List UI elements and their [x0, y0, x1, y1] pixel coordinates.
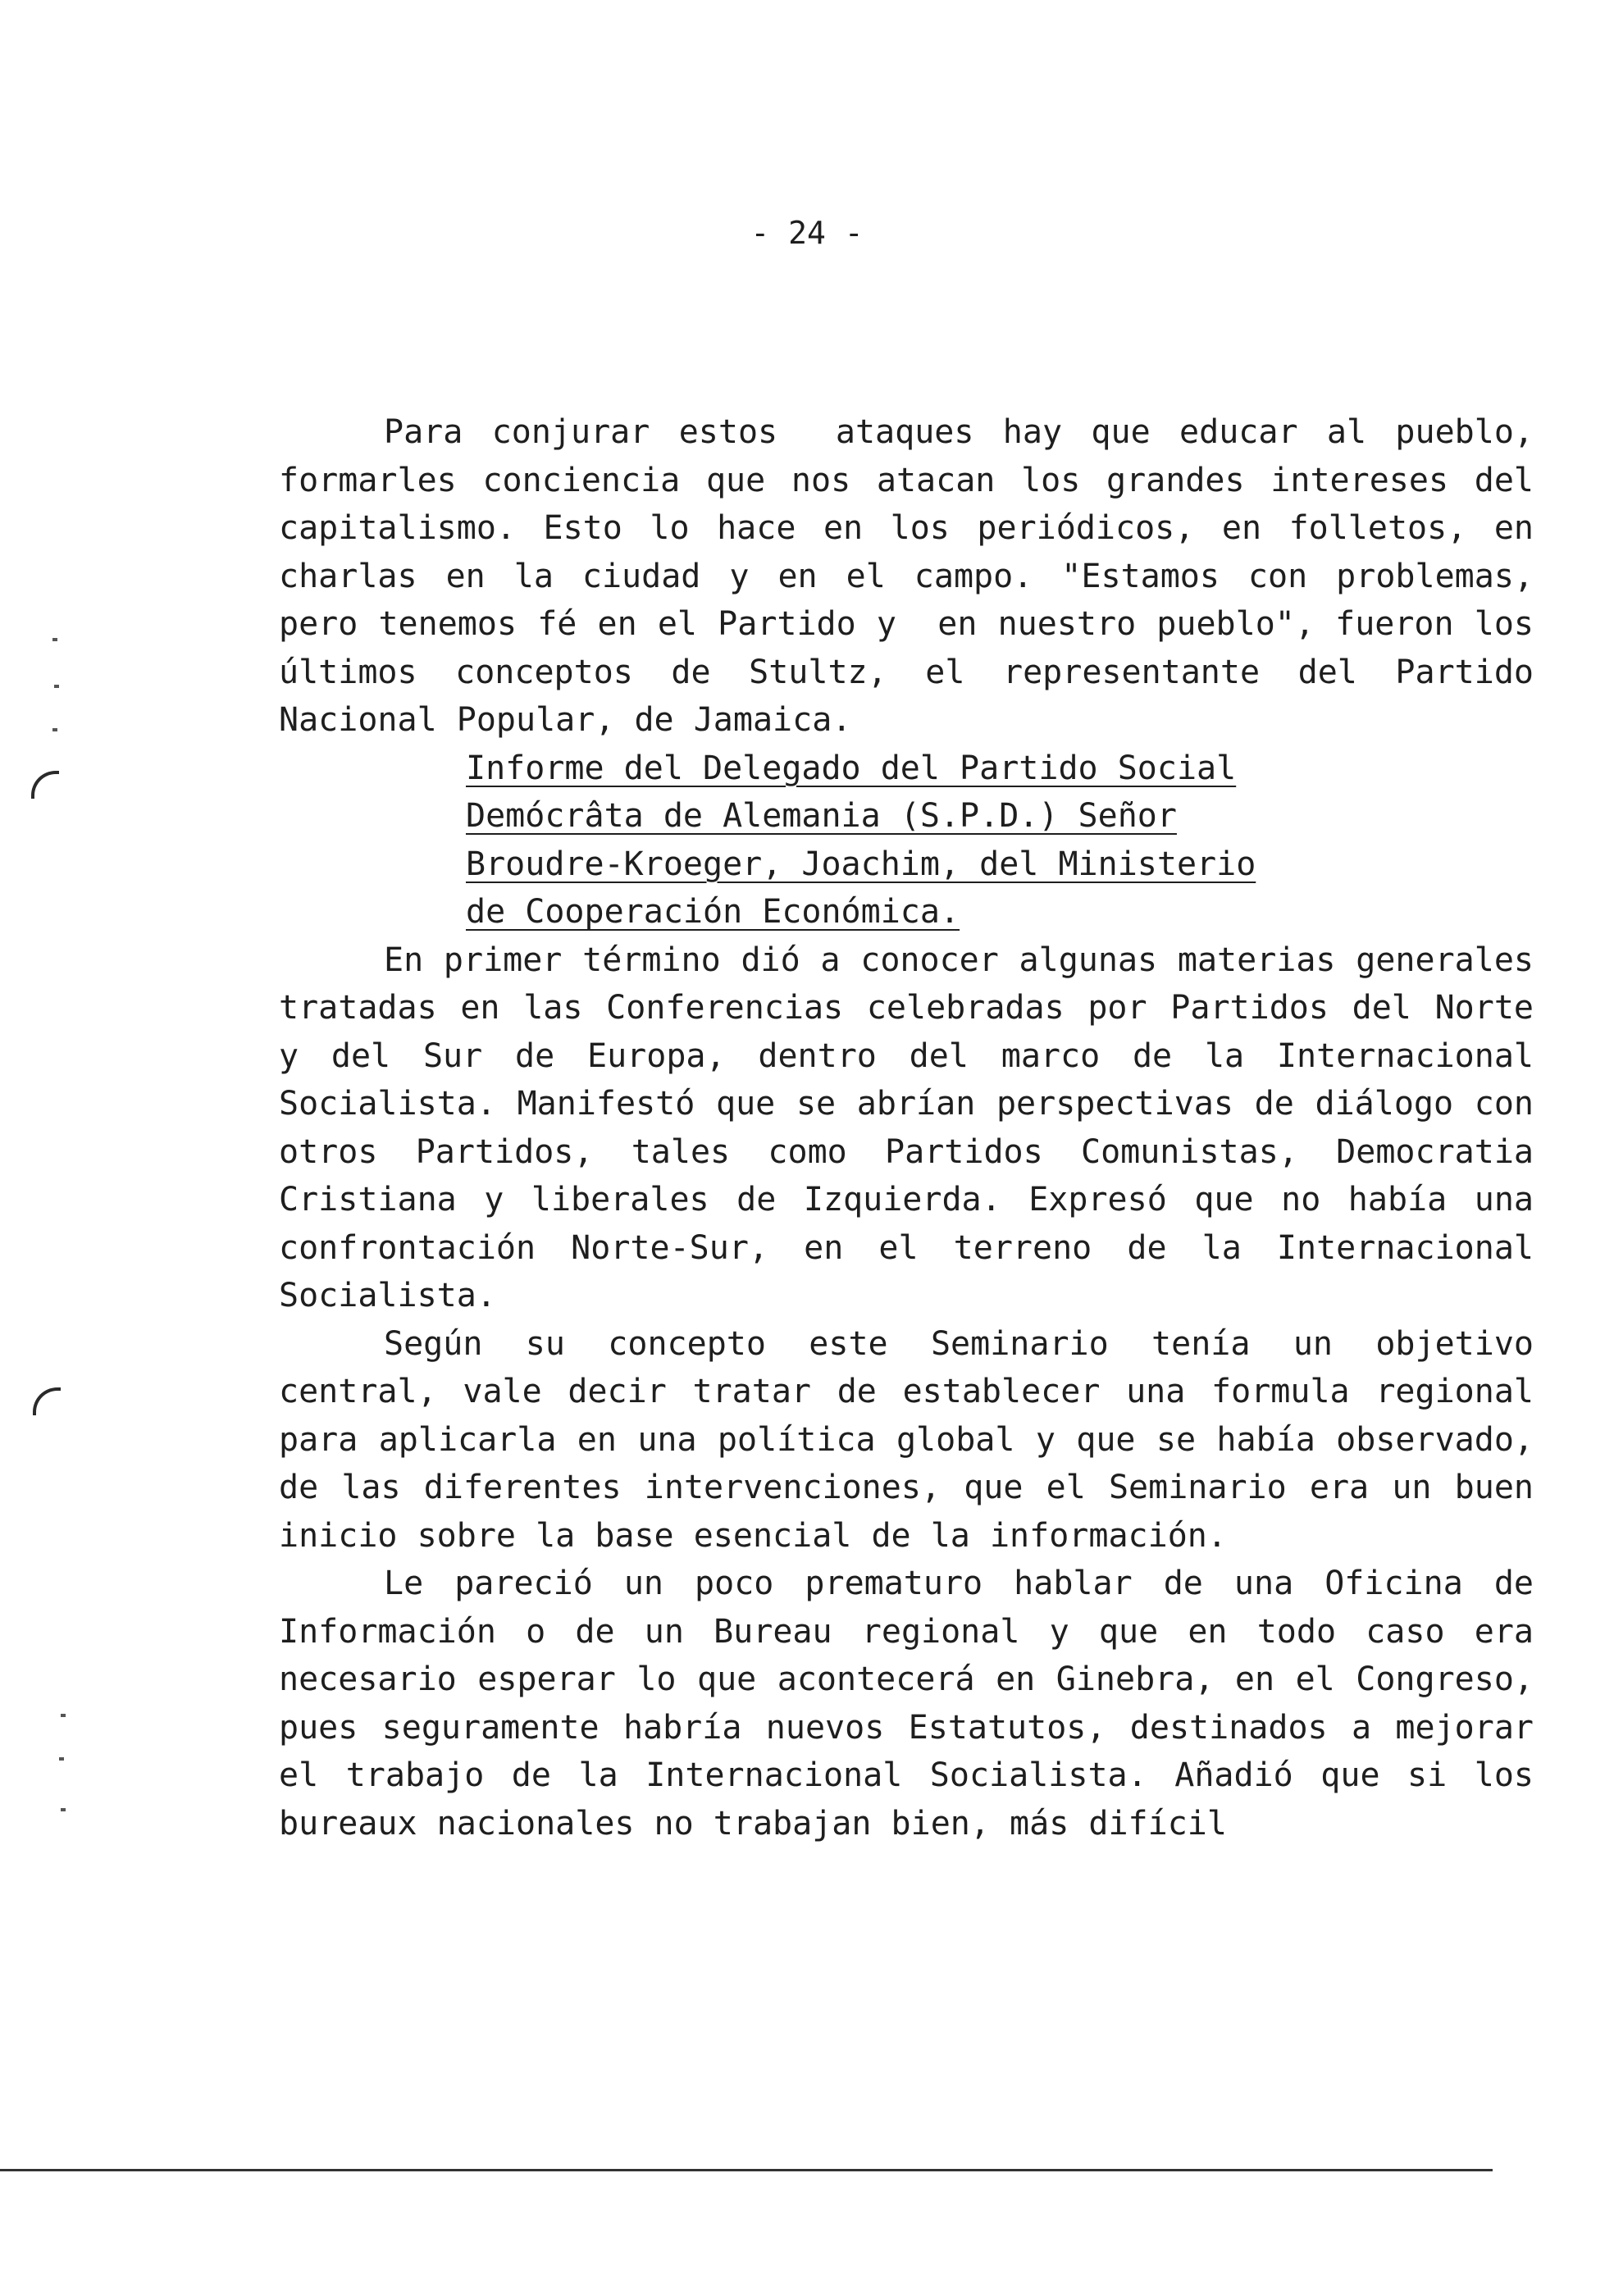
- heading-line-4: de Cooperación Económica.: [466, 893, 960, 931]
- paragraph-3: [279, 1320, 1554, 1560]
- scan-speck: [52, 728, 57, 731]
- paragraph-4: [279, 1560, 1554, 1847]
- document-body: [279, 408, 1554, 1847]
- paragraph-1-text: Para conjurar estos ataques hay que educar al pueblo, formarles conciencia que nos atacan los grandes intereses del capitalismo. Esto lo hace en los periódicos, en folletos, en charlas en la ciudad y en el campo. "Estamos con problemas, pero tenemos fé en el Partido y en nuestro pueblo", fueron los últimos conceptos de Stultz, el representante del Partido Nacional Popular, de Jamaica.: [279, 413, 1554, 739]
- scan-speck: [61, 1714, 66, 1717]
- binder-mark-bottom: [33, 1387, 61, 1415]
- paragraph-1: [279, 408, 1554, 745]
- heading-line-1: Informe del Delegado del Partido Social: [466, 749, 1237, 787]
- scan-speck: [59, 1757, 64, 1761]
- scan-speck: [54, 685, 59, 688]
- paragraph-2: [279, 936, 1554, 1320]
- scan-speck: [61, 1808, 66, 1811]
- heading-line-2: Demócrâta de Alemania (S.P.D.) Señor: [466, 797, 1177, 835]
- page-number: - 24 -: [750, 215, 864, 251]
- scan-speck: [52, 638, 57, 641]
- paragraph-3-text: Según su concepto este Seminario tenía un objetivo central, vale decir tratar de establecer una formula regional para aplicarla en una política global y que se había observado, de las diferentes intervenciones, que el Seminario era un buen inicio sobre la base esencial de la información.: [279, 1324, 1554, 1555]
- footer-rule: [0, 2169, 1493, 2171]
- heading-line-3: Broudre-Kroeger, Joachim, del Ministerio: [466, 845, 1256, 883]
- binder-mark-top: [31, 771, 59, 799]
- paragraph-4-text: Le pareció un poco prematuro hablar de una Oficina de Información o de un Bureau regional y que en todo caso era necesario esperar lo que acontecerá en Ginebra, en el Congreso, pues seguramente habría nuevos Estatutos, destinados a mejorar el trabajo de la Internacional Socialista. Añadió que si los bureaux nacionales no trabajan bien, más difícil: [279, 1565, 1554, 1843]
- section-heading: [279, 745, 1534, 936]
- paragraph-2-text: En primer término dió a conocer algunas materias generales tratadas en las Conferencias celebradas por Partidos del Norte y del Sur de Europa, dentro del marco de la Internacional Socialista. Manifestó que se abrían perspectivas de diálogo con otros Partidos, tales como Partidos Comunistas, Democratia Cristiana y liberales de Izquierda. Expresó que no había una confrontación Norte-Sur, en el terreno de la Internacional Socialista.: [279, 941, 1554, 1314]
